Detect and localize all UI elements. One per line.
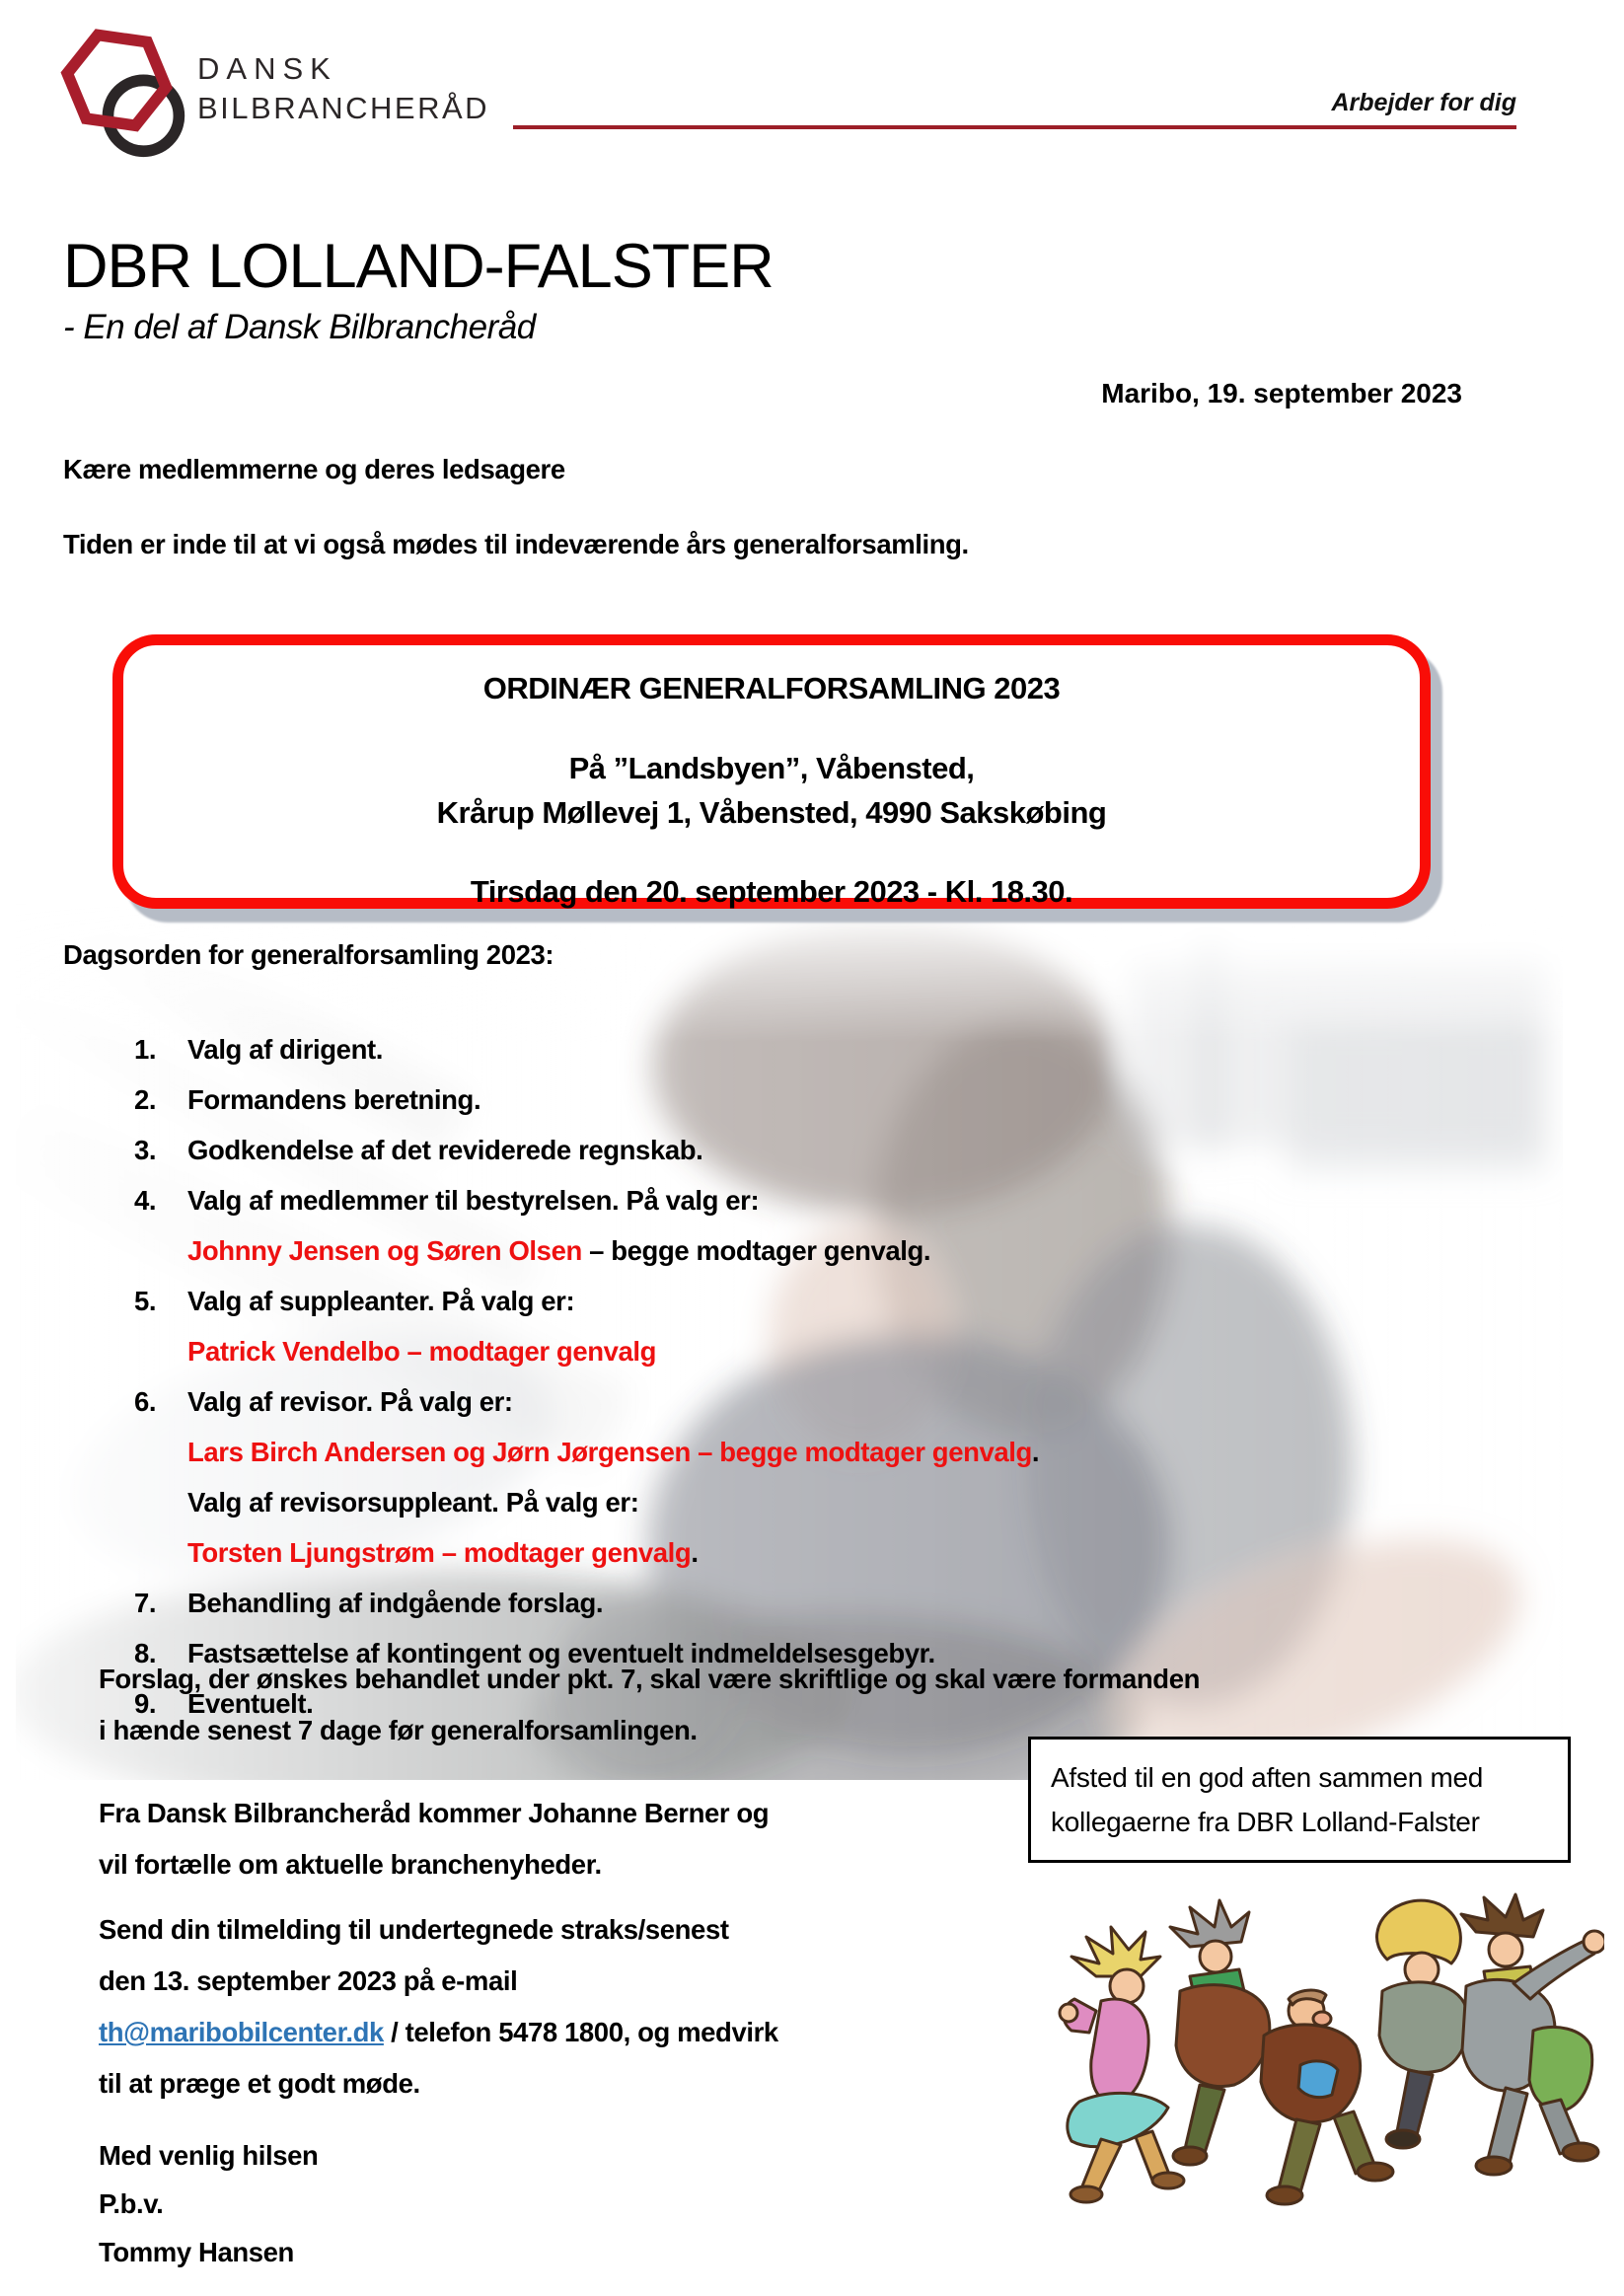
agenda-item-text <box>187 1225 930 1276</box>
agenda-number <box>134 1427 187 1477</box>
text-line <box>99 2180 318 2228</box>
agenda-number: 5. <box>134 1286 157 1316</box>
text-segment: den 13. september 2023 på e-mail <box>99 1965 518 1996</box>
text-segment: Valg af revisorsuppleant. På valg er: <box>187 1487 639 1518</box>
text-segment: / telefon 5478 1800, og medvirk <box>383 2017 778 2047</box>
announcement-venue-line2: Krårup Møllevej 1, Våbensted, 4990 Sakskøbing <box>436 795 1107 830</box>
text-segment: vil fortælle om aktuelle branchenyheder. <box>99 1849 602 1880</box>
agenda-item-text <box>187 1024 383 1074</box>
brand-tagline: Arbejder for dig <box>1331 89 1516 116</box>
agenda-item-text <box>187 1578 603 1628</box>
text-segment: Godkendelse af det reviderede regnskab. <box>187 1135 703 1165</box>
dateline: Maribo, 19. september 2023 <box>1101 378 1462 408</box>
agenda-line <box>134 1175 1039 1225</box>
page-title: DBR LOLLAND-FALSTER <box>63 232 774 301</box>
text-line <box>99 1654 1200 1705</box>
text-line <box>99 2228 318 2276</box>
announcement-datetime: Tirsdag den 20. september 2023 - Kl. 18.30. <box>470 874 1073 909</box>
lead-line: Tiden er inde til at vi også mødes til indeværende års generalforsamling. <box>63 529 969 559</box>
brand-line2: BILBRANCHERÅD <box>197 91 490 125</box>
text-segment: Valg af dirigent. <box>187 1034 383 1065</box>
text-segment: . <box>691 1537 699 1568</box>
side-note-line1: Afsted til en god aften sammen med <box>1051 1762 1484 1793</box>
agenda-line <box>134 1024 1039 1074</box>
agenda-item-text <box>187 1276 574 1326</box>
agenda-item-text <box>187 1074 480 1125</box>
text-line <box>99 1904 778 1956</box>
signature-block <box>99 2131 318 2276</box>
text-segment: Lars Birch Andersen og Jørn Jørgensen – begge modtager genvalg <box>187 1437 1032 1467</box>
agenda-number: 7. <box>134 1588 157 1618</box>
agenda-line <box>134 1276 1039 1326</box>
text-line <box>99 1839 769 1890</box>
agenda-item-text <box>187 1527 699 1578</box>
greeting-line: Kære medlemmerne og deres ledsagere <box>63 454 565 484</box>
text-segment: Valg af medlemmer til bestyrelsen. På valg er: <box>187 1185 760 1216</box>
agenda-number: 3. <box>134 1135 157 1165</box>
agenda-number: 6. <box>134 1386 157 1417</box>
agenda-item-text <box>187 1326 656 1376</box>
page-subtitle: - En del af Dansk Bilbrancheråd <box>63 308 536 346</box>
agenda-line <box>134 1477 1039 1527</box>
text-segment: Fra Dansk Bilbrancheråd kommer Johanne Berner og <box>99 1798 770 1828</box>
announcement-title: ORDINÆR GENERALFORSAMLING 2023 <box>482 671 1061 705</box>
agenda-line <box>134 1225 1039 1276</box>
text-segment: – begge modtager genvalg. <box>581 1235 931 1266</box>
text-segment: Formandens beretning. <box>187 1084 481 1115</box>
agenda-number: 1. <box>134 1034 157 1065</box>
agenda-number <box>134 1326 187 1376</box>
agenda-list <box>134 1024 1039 1729</box>
side-note-line2: kollegaerne fra DBR Lolland-Falster <box>1051 1807 1480 1837</box>
agenda-line <box>134 1427 1039 1477</box>
text-segment: Tommy Hansen <box>99 2237 294 2267</box>
text-segment: Behandling af indgående forslag. <box>187 1588 604 1618</box>
announcement-venue-line1: På ”Landsbyen”, Våbensted, <box>568 751 975 785</box>
agenda-number: 8. <box>134 1638 157 1668</box>
agenda-line <box>134 1578 1039 1628</box>
text-segment: P.b.v. <box>99 2188 164 2219</box>
text-segment: Fastsættelse af kontingent og eventuelt indmeldelsesgebyr. <box>187 1638 935 1668</box>
paragraph-registration <box>99 1904 778 2110</box>
announcement-box <box>112 634 1431 909</box>
agenda-item-text <box>187 1477 638 1527</box>
text-segment: Send din tilmelding til undertegnede straks/senest <box>99 1914 729 1945</box>
text-segment: Forslag, der ønskes behandlet under pkt. 7, skal være skriftlige og skal være formanden <box>99 1664 1200 1694</box>
agenda-line <box>134 1376 1039 1427</box>
text-line <box>99 2007 778 2058</box>
agenda-number: 2. <box>134 1084 157 1115</box>
agenda-number <box>134 1527 187 1578</box>
agenda-item-text <box>187 1427 1039 1477</box>
agenda-number <box>134 1225 187 1276</box>
agenda-heading: Dagsorden for generalforsamling 2023: <box>63 939 554 970</box>
email-link[interactable]: th@maribobilcenter.dk <box>99 2017 384 2047</box>
agenda-number: 4. <box>134 1185 157 1216</box>
text-segment: Valg af revisor. På valg er: <box>187 1386 513 1417</box>
text-line <box>99 1788 769 1839</box>
header-rule <box>513 125 1516 129</box>
agenda-item-text <box>187 1125 702 1175</box>
text-line <box>99 2058 778 2110</box>
text-segment: Torsten Ljungstrøm – modtager genvalg <box>187 1537 692 1568</box>
agenda-line <box>134 1527 1039 1578</box>
text-segment: Johnny Jensen og Søren Olsen <box>187 1235 582 1266</box>
agenda-number <box>134 1477 187 1527</box>
brand-line1: DANSK <box>197 51 337 86</box>
text-segment: . <box>1031 1437 1040 1467</box>
text-segment: til at præge et godt møde. <box>99 2068 420 2099</box>
agenda-line <box>134 1074 1039 1125</box>
text-segment: Med venlig hilsen <box>99 2140 319 2171</box>
running-colleagues-cartoon <box>1042 1873 1604 2218</box>
text-segment: Patrick Vendelbo – modtager genvalg <box>187 1336 657 1367</box>
paragraph-speaker <box>99 1788 769 1890</box>
agenda-item-text <box>187 1175 759 1225</box>
agenda-line <box>134 1326 1039 1376</box>
agenda-item-text <box>187 1376 513 1427</box>
side-note-box <box>1028 1737 1571 1863</box>
text-line <box>99 1956 778 2007</box>
text-segment: Eventuelt. <box>187 1688 314 1719</box>
text-line <box>99 2131 318 2180</box>
text-segment: Valg af suppleanter. På valg er: <box>187 1286 575 1316</box>
agenda-line <box>134 1125 1039 1175</box>
text-segment: i hænde senest 7 dage før generalforsamlingen. <box>99 1715 698 1745</box>
agenda-number: 9. <box>134 1688 157 1719</box>
